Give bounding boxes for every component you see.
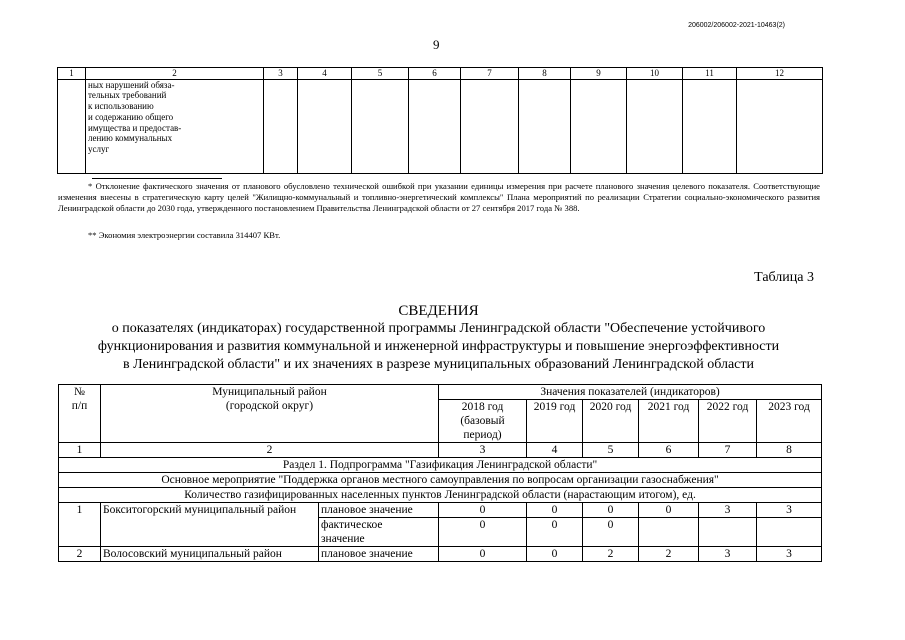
measure-title: Основное мероприятие "Поддержка органов местного самоуправления по вопросам организации газоснабжения"	[59, 473, 822, 488]
district-name: Бокситогорский муниципальный район	[101, 503, 319, 547]
value-cell: 0	[527, 518, 583, 547]
header-year: 2019 год	[527, 400, 583, 443]
value-cell: 3	[699, 503, 757, 518]
continuation-table	[57, 67, 823, 174]
value-cell: 0	[639, 503, 699, 518]
table-label: Таблица 3	[754, 270, 814, 285]
col-number: 3	[264, 68, 298, 80]
header-year-2018: 2018 год (базовый период)	[439, 400, 527, 443]
col-number: 11	[683, 68, 737, 80]
col-number: 8	[757, 443, 822, 458]
value-cell: 0	[527, 547, 583, 562]
row-number: 1	[59, 503, 101, 547]
empty-cell	[298, 79, 352, 173]
value-cell: 0	[583, 503, 639, 518]
col-number: 5	[352, 68, 409, 80]
value-cell	[639, 518, 699, 547]
empty-cell	[409, 79, 461, 173]
table-row	[59, 503, 822, 518]
value-cell: 0	[527, 503, 583, 518]
col-number: 5	[583, 443, 639, 458]
empty-cell	[352, 79, 409, 173]
indicator-row	[59, 488, 822, 503]
continuation-row	[58, 79, 823, 173]
subtitle-line-1: о показателях (индикаторах) государственной программы Ленинградской области "Обеспечение устойчивого	[111, 321, 766, 336]
header-year: 2023 год	[757, 400, 822, 443]
district-name: Волосовский муниципальный район	[101, 547, 319, 562]
indicator-title: Количество газифицированных населенных пунктов Ленинградской области (нарастающим итогом), ед.	[59, 488, 822, 503]
header-year: 2021 год	[639, 400, 699, 443]
col-number: 12	[737, 68, 823, 80]
empty-cell	[683, 79, 737, 173]
col-number: 10	[627, 68, 683, 80]
empty-cell	[627, 79, 683, 173]
value-cell: 3	[699, 547, 757, 562]
col-number: 9	[571, 68, 627, 80]
col-number: 4	[527, 443, 583, 458]
col-number: 2	[86, 68, 264, 80]
header-year: 2022 год	[699, 400, 757, 443]
value-cell: 2	[583, 547, 639, 562]
subtitle-line-3: в Ленинградской области" и их значениях в разрезе муниципальных образований Ленинградской области	[122, 357, 754, 372]
indicator-continuation-text: ных нарушений обяза- тельных требований к использованию и содержанию общего имущества и предостав- лению коммунальных услуг	[86, 79, 264, 173]
value-cell: 0	[439, 518, 527, 547]
col-number: 1	[58, 68, 86, 80]
col-number: 7	[461, 68, 519, 80]
col-number: 8	[519, 68, 571, 80]
col-number: 6	[409, 68, 461, 80]
footnote-2: ** Экономия электроэнергии составила 314407 КВт.	[88, 230, 281, 240]
header-number: № п/п	[59, 385, 101, 443]
col-number: 6	[639, 443, 699, 458]
measure-row	[59, 473, 822, 488]
header-row	[59, 385, 822, 400]
row-number: 2	[59, 547, 101, 562]
indicators-table	[58, 384, 822, 562]
document-title: СВЕДЕНИЯ	[398, 303, 479, 319]
empty-cell	[264, 79, 298, 173]
section-row	[59, 458, 822, 473]
fact-label: фактическое значение	[319, 518, 439, 547]
col-number: 3	[439, 443, 527, 458]
value-cell	[699, 518, 757, 547]
section-title: Раздел 1. Подпрограмма "Газификация Ленинградской области"	[59, 458, 822, 473]
column-number-row	[59, 443, 822, 458]
subtitle-line-2: функционирования и развития коммунальной и инженерной инфраструктуры и повышение энергоэффективности	[97, 339, 780, 354]
col-number: 7	[699, 443, 757, 458]
document-number: 206002/206002-2021-10463(2)	[688, 22, 785, 29]
col-number: 1	[59, 443, 101, 458]
empty-cell	[737, 79, 823, 173]
value-cell: 3	[757, 547, 822, 562]
value-cell: 2	[639, 547, 699, 562]
empty-cell	[58, 79, 86, 173]
col-number: 4	[298, 68, 352, 80]
plan-label: плановое значение	[319, 503, 439, 518]
page-number: 9	[433, 37, 440, 52]
empty-cell	[461, 79, 519, 173]
value-cell: 3	[757, 503, 822, 518]
empty-cell	[519, 79, 571, 173]
value-cell: 0	[439, 547, 527, 562]
value-cell: 0	[439, 503, 527, 518]
col-number: 2	[101, 443, 439, 458]
value-cell: 0	[583, 518, 639, 547]
header-values: Значения показателей (индикаторов)	[439, 385, 822, 400]
empty-cell	[571, 79, 627, 173]
footnote-separator	[92, 178, 222, 179]
header-year: 2020 год	[583, 400, 639, 443]
header-district: Муниципальный район (городской округ)	[101, 385, 439, 443]
value-cell	[757, 518, 822, 547]
column-number-row	[58, 68, 823, 80]
table-row	[59, 547, 822, 562]
footnote-1: * Отклонение фактического значения от планового обусловлено технической ошибкой при указании единицы измерения при расчете планового значения целевого показателя. Соответствующие изменения внесены в стратегическую карту целей "Жилищно-коммунальный и топливно-энергетический комплексы" Плана мероприятий по реализации Стратегии социально-экономического развития Ленинградской области до 2030 года, утвержденного постановлением Правительства Ленинградской области от 27 сентября 2017 года № 388.	[58, 181, 820, 213]
plan-label: плановое значение	[319, 547, 439, 562]
